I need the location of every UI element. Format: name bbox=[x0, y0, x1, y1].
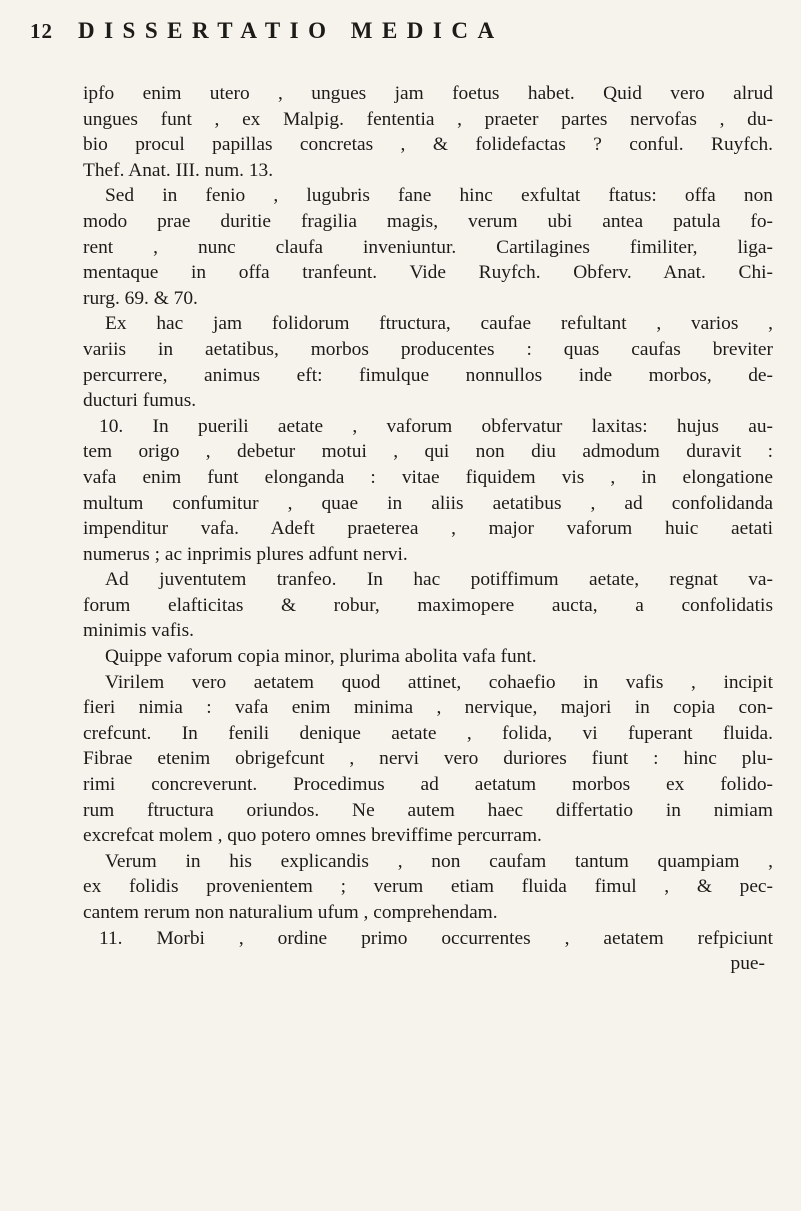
text-line: forum elafticitas & robur, maximopere aucta, a confolidatis bbox=[83, 594, 773, 616]
text-line: ex folidis provenientem ; verum etiam fluida fimul , & pec- bbox=[83, 876, 773, 898]
text-line: tem origo , debetur motui , qui non diu admodum duravit : bbox=[83, 441, 773, 463]
text-line: impenditur vafa. Adeft praeterea , major vaforum huic aetati bbox=[83, 518, 773, 540]
text-line: multum confumitur , quae in aliis aetatibus , ad confolidanda bbox=[83, 492, 773, 514]
text-line: minimis vafis. bbox=[83, 620, 194, 642]
page-header bbox=[30, 18, 770, 44]
text-line: rimi concreverunt. Procedimus ad aetatum morbos ex folido- bbox=[83, 774, 773, 796]
text-line: crefcunt. In fenili denique aetate , folida, vi fuperant fluida. bbox=[83, 722, 773, 744]
running-head: DISSERTATIO MEDICA bbox=[78, 18, 504, 43]
text-line: cantem rerum non naturalium ufum , comprehendam. bbox=[83, 902, 498, 923]
body-text bbox=[83, 81, 773, 977]
text-line: rum ftructura oriundos. Ne autem haec differtatio in nimiam bbox=[83, 799, 773, 821]
text-line: Thef. Anat. III. num. 13. bbox=[83, 159, 274, 181]
text-line: vafa enim funt elonganda : vitae fiquidem vis , in elongatione bbox=[83, 466, 773, 488]
text-line: percurrere, animus eft: fimulque nonnullos inde morbos, de- bbox=[83, 364, 773, 386]
text-line: Ex hac jam folidorum ftructura, caufae refultant , varios , bbox=[105, 313, 773, 335]
text-line: 10. In puerili aetate , vaforum obfervatur laxitas: hujus au- bbox=[99, 415, 773, 437]
text-line: ipfo enim utero , ungues jam foetus habet. Quid vero alrud bbox=[83, 83, 773, 104]
text-line: modo prae duritie fragilia magis, verum ubi antea patula fo- bbox=[83, 210, 773, 232]
text-line: ducturi fumus. bbox=[83, 390, 197, 412]
text-line: Sed in fenio , lugubris fane hinc exfultat ftatus: offa non bbox=[105, 185, 773, 207]
text-line: rurg. 69. & 70. bbox=[83, 287, 198, 309]
text-line: pue- bbox=[730, 953, 765, 975]
text-line: rent , nunc claufa inveniuntur. Cartilagines fimiliter, liga- bbox=[83, 236, 773, 258]
text-line: fieri nimia : vafa enim minima , nervique, majori in copia con- bbox=[83, 697, 773, 719]
text-line: Fibrae etenim obrigefcunt , nervi vero duriores fiunt : hinc plu- bbox=[83, 748, 773, 770]
text-line: Ad juventutem tranfeo. In hac potiffimum aetate, regnat va- bbox=[105, 569, 773, 591]
page-number: 12 bbox=[30, 19, 53, 43]
text-line: 11. Morbi , ordine primo occurrentes , aetatem refpiciunt bbox=[99, 927, 773, 949]
text-line: Quippe vaforum copia minor, plurima abolita vafa funt. bbox=[105, 646, 537, 668]
text-line: Virilem vero aetatem quod attinet, cohaefio in vafis , incipit bbox=[105, 671, 773, 693]
text-line: ungues funt , ex Malpig. fententia , praeter partes nervofas , du- bbox=[83, 108, 773, 130]
text-line: variis in aetatibus, morbos producentes : quas caufas breviter bbox=[83, 338, 773, 360]
text-line: excrefcat molem , quo potero omnes breviffime percurram. bbox=[83, 825, 542, 847]
text-line: bio procul papillas concretas , & folidefactas ? conful. Ruyfch. bbox=[83, 134, 773, 156]
text-line: numerus ; ac inprimis plures adfunt nervi. bbox=[83, 543, 408, 565]
text-line: mentaque in offa tranfeunt. Vide Ruyfch. Obferv. Anat. Chi- bbox=[83, 262, 773, 284]
text-line: Verum in his explicandis , non caufam tantum quampiam , bbox=[105, 850, 773, 872]
